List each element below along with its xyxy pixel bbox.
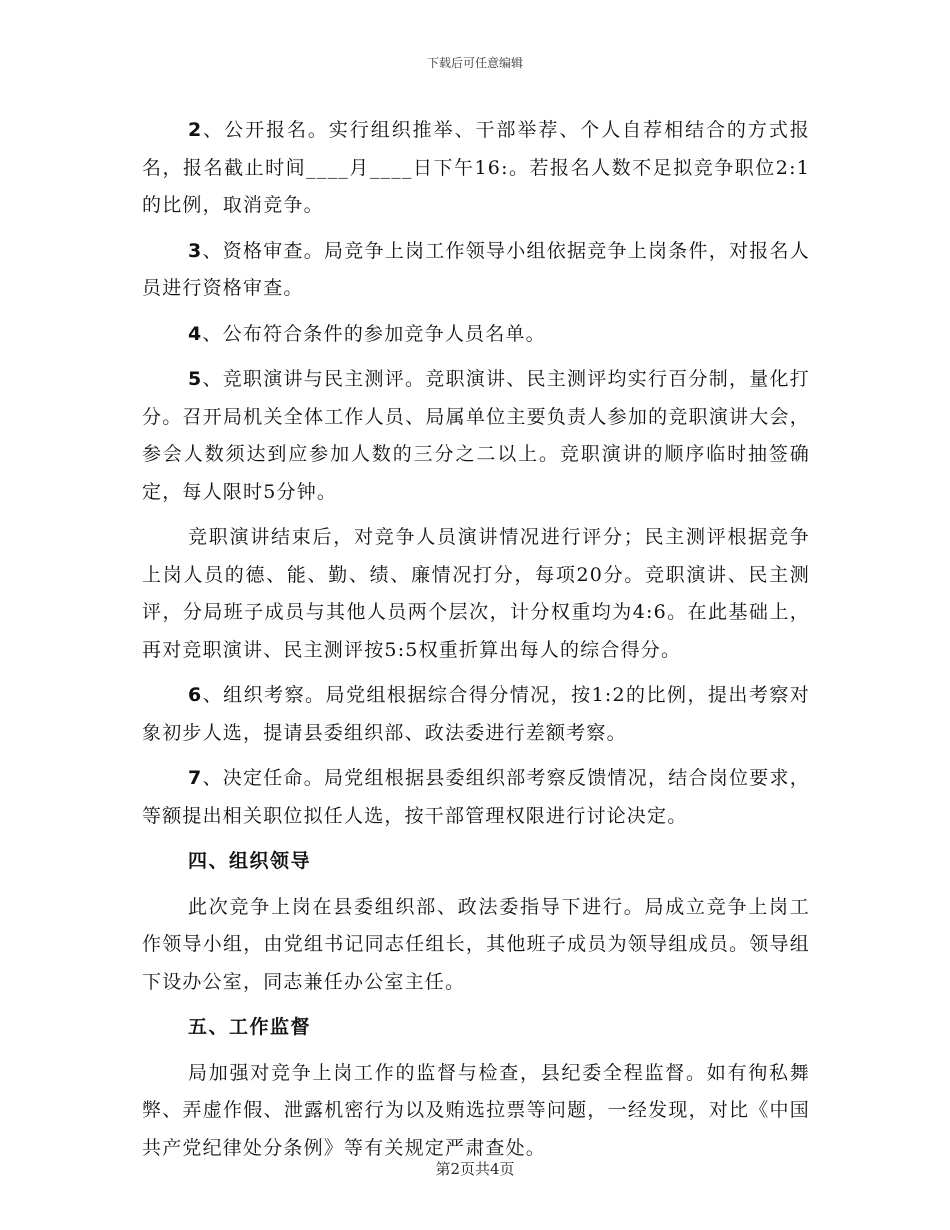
section-5-heading: 五、工作监督 (188, 1016, 312, 1038)
item-number: 2 (188, 119, 203, 141)
page-header: 下载后可任意编辑 (426, 56, 523, 70)
document-body (142, 112, 810, 1175)
item-text: 、资格审查。局竞争上岗工作领导小组依据竞争上岗条件，对报名人员进行资格审查。 (142, 239, 810, 299)
item-text: 、公布符合条件的参加竞争人员名单。 (202, 322, 546, 345)
item-number: 6 (188, 684, 203, 706)
item-3 (142, 233, 810, 308)
item-number: 4 (188, 322, 203, 345)
item-text: 、竞职演讲与民主测评。竞职演讲、民主测评均实行百分制，量化打分。召开局机关全体工作人员、局属单位主要负责人参加的竞职演讲大会，参会人数须达到应参加人数的三分之二以上。竞职演讲的顺序临时抽签确定，每人限时5分钟。 (142, 368, 810, 503)
item-6 (142, 677, 810, 752)
section-5-text: 局加强对竞争上岗工作的监督与检查，县纪委全程监督。如有徇私舞弊、弄虚作假、泄露机密行为以及贿选拉票等问题，一经发现，对比《中国共产党纪律处分条例》等有关规定严肃查处。 (142, 1061, 810, 1159)
page-footer: 第2页共4页 (435, 1160, 515, 1178)
paragraph-scoring: 竞职演讲结束后，对竞争人员演讲情况进行评分；民主测评根据竞争上岗人员的德、能、勤、绩、廉情况打分，每项20分。竞职演讲、民主测评，分局班子成员与其他人员两个层次，计分权重均为4:6。在此基础上，再对竞职演讲、民主测评按5:5权重折算出每人的综合得分。 (142, 526, 810, 661)
item-text: 、决定任命。局党组根据县委组织部考察反馈情况，结合岗位要求，等额提出相关职位拟任人选，按干部管理权限进行讨论决定。 (142, 767, 810, 827)
item-7 (142, 760, 810, 835)
item-text: 、组织考察。局党组根据综合得分情况，按1:2的比例，提出考察对象初步人选，提请县委组织部、政法委进行差额考察。 (142, 684, 810, 744)
item-text: 、公开报名。实行组织推举、干部举荐、个人自荐相结合的方式报名，报名截止时间____月____日下午16:。若报名人数不足拟竞争职位2:1的比例，取消竞争。 (142, 119, 810, 216)
item-number: 3 (188, 239, 203, 262)
item-number: 7 (188, 767, 203, 789)
section-4-text: 此次竞争上岗在县委组织部、政法委指导下进行。局成立竞争上岗工作领导小组，由党组书记同志任组长，其他班子成员为领导组成员。领导组下设办公室，同志兼任办公室主任。 (142, 895, 810, 993)
item-5 (142, 361, 810, 511)
item-4 (142, 316, 810, 354)
item-number: 5 (188, 368, 203, 390)
item-2 (142, 112, 810, 225)
section-4-heading: 四、组织领导 (188, 850, 312, 872)
